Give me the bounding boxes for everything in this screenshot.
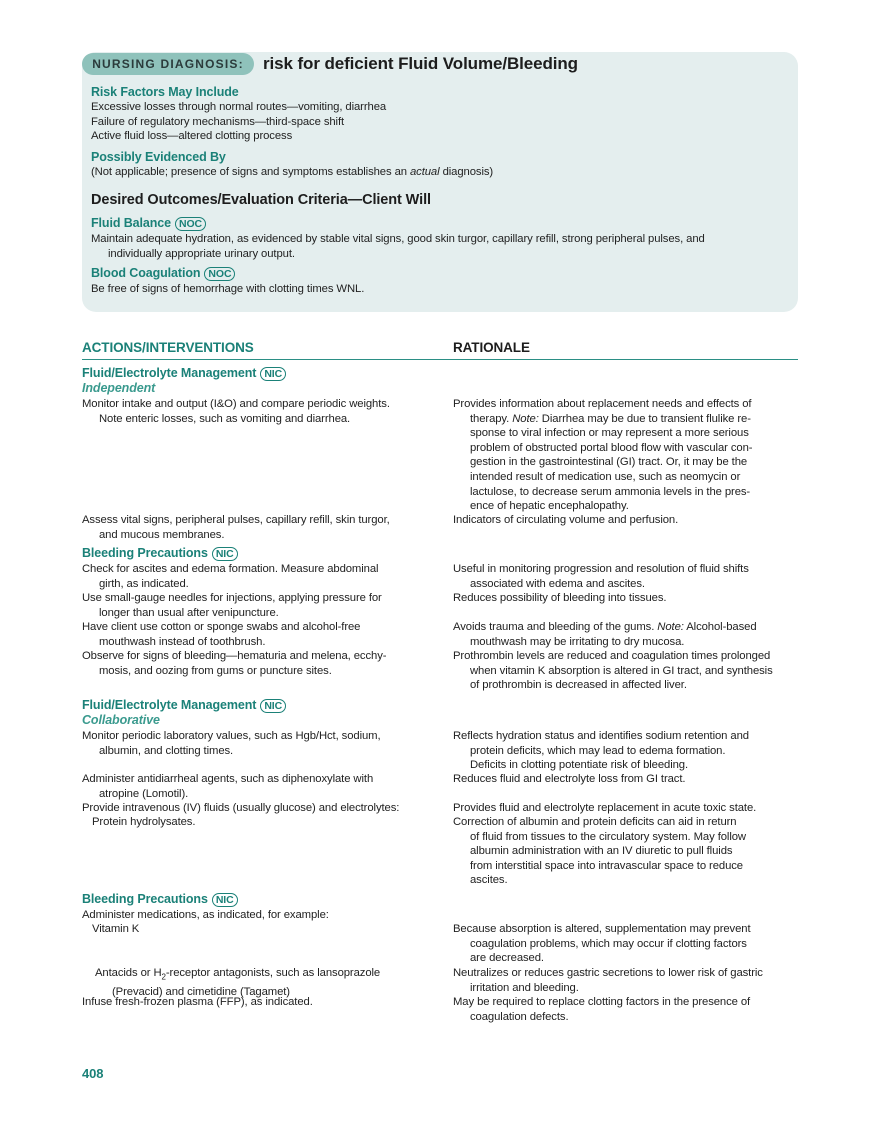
heading-text: Bleeding Precautions: [82, 546, 208, 560]
text: (Not applicable; presence of signs and symptoms establishes an: [91, 166, 410, 178]
text-italic: actual: [409, 166, 440, 178]
text: diagnosis): [439, 166, 494, 178]
heading-text: Blood Coagulation: [91, 266, 201, 280]
text: Alcohol-based mouthwash may be irritating to dry mucosa.: [470, 621, 757, 648]
action-text: Administer medications, as indicated, for example:: [82, 909, 329, 921]
section-subheading: Collaborative: [82, 713, 160, 727]
outcomes-heading: Desired Outcomes/Evaluation Criteria—Client Will: [91, 192, 431, 208]
text: Avoids trauma and bleeding of the gums.: [453, 621, 658, 633]
section-heading: [82, 366, 286, 381]
fluid-balance-text: Maintain adequate hydration, as evidenced by stable vital signs, good skin turgor, capillary refill, strong peripheral pulses, and individually appropriate urinary output.: [91, 233, 705, 260]
blood-coagulation-heading: [91, 266, 235, 281]
evidenced-text: [91, 165, 493, 180]
section-heading: [82, 698, 286, 713]
rationale-text: Correction of albumin and protein deficits can aid in return of fluid from tissues to the circulatory system. May follow albumin administration with an IV diuretic to pull fluids from interstitial space into intravascular space to reduce ascites.: [453, 816, 746, 887]
text-italic: Note:: [657, 621, 684, 633]
nic-badge: NIC: [260, 367, 286, 381]
risk-factors-heading: Risk Factors May Include: [91, 85, 239, 99]
rationale-text: May be required to replace clotting factors in the presence of coagulation defects.: [453, 996, 751, 1023]
section-subheading: Independent: [82, 381, 156, 395]
action-text: Use small-gauge needles for injections, applying pressure for longer than usual after venipuncture.: [82, 592, 382, 619]
rationale-text: Neutralizes or reduces gastric secretions to lower risk of gastric irritation and bleeding.: [453, 967, 763, 994]
action-text: Provide intravenous (IV) fluids (usually glucose) and electrolytes:: [82, 802, 400, 814]
text-italic: Note:: [512, 412, 539, 425]
rationale-text: Useful in monitoring progression and resolution of fluid shifts associated with edema and ascites.: [453, 563, 749, 590]
action-text: Protein hydrolysates.: [92, 816, 196, 828]
blood-coagulation-text: Be free of signs of hemorrhage with clotting times WNL.: [91, 283, 365, 295]
action-text: Infuse fresh-frozen plasma (FFP), as indicated.: [82, 996, 313, 1008]
nic-badge: NIC: [212, 893, 238, 907]
rationale-text: Provides fluid and electrolyte replacement in acute toxic state.: [453, 802, 757, 814]
noc-badge: NOC: [175, 217, 206, 231]
rationale-text: [453, 397, 820, 514]
noc-badge: NOC: [204, 267, 235, 281]
action-text: Check for ascites and edema formation. Measure abdominal girth, as indicated.: [82, 563, 379, 590]
action-text: Assess vital signs, peripheral pulses, capillary refill, skin turgor, and mucous membranes.: [82, 514, 390, 541]
heading-text: Fluid/Electrolyte Management: [82, 366, 257, 380]
text: -receptor antagonists, such as lansoprazole (Prevacid) and cimetidine (Tagamet): [112, 967, 381, 998]
text: Antacids or H: [95, 967, 162, 979]
text: Provides information about replacement needs and effects of therapy.: [453, 398, 752, 425]
heading-text: Fluid/Electrolyte Management: [82, 698, 257, 712]
rationale-text: Because absorption is altered, supplementation may prevent coagulation problems, which may occur if clotting factors are decreased.: [453, 923, 751, 965]
rationale-text: Reduces possibility of bleeding into tissues.: [453, 592, 667, 604]
rationale-column-header: RATIONALE: [453, 340, 530, 355]
text: Diarrhea may be due to transient flulike re- sponse to viral infection or may represent a more serious problem of obstructed portal blood flow with vascular con- gestion in the gastrointestinal (GI) tract. Or, it may be the intended result of medication use, such as neomycin or lactulose, to decrease serum ammonia levels in the pres- ence of hepatic encephalopathy.: [470, 412, 753, 513]
evidenced-heading: Possibly Evidenced By: [91, 150, 226, 164]
nic-badge: NIC: [212, 547, 238, 561]
subscript: 2: [161, 972, 166, 982]
action-text: Administer antidiarrheal agents, such as diphenoxylate with atropine (Lomotil).: [82, 773, 374, 800]
actions-column-header: ACTIONS/INTERVENTIONS: [82, 340, 254, 355]
section-heading: [82, 892, 238, 907]
rationale-text: Indicators of circulating volume and perfusion.: [453, 514, 679, 526]
action-text: Vitamin K: [92, 923, 140, 935]
page-number: 408: [82, 1066, 104, 1081]
rationale-text: [453, 620, 820, 649]
action-text: Observe for signs of bleeding—hematuria and melena, ecchy- mosis, and oozing from gums or puncture sites.: [82, 650, 387, 677]
fluid-balance-heading: [91, 216, 206, 231]
diagnosis-title: risk for deficient Fluid Volume/Bleeding: [263, 54, 578, 73]
action-text: Monitor intake and output (I&O) and compare periodic weights. Note enteric losses, such as vomiting and diarrhea.: [82, 398, 390, 425]
heading-text: Fluid Balance: [91, 216, 171, 230]
rationale-text: Prothrombin levels are reduced and coagulation times prolonged when vitamin K absorption is altered in GI tract, and synthesis of prothrombin is decreased in affected liver.: [453, 650, 773, 692]
section-heading: [82, 546, 238, 561]
nic-badge: NIC: [260, 699, 286, 713]
rationale-text: Reduces fluid and electrolyte loss from GI tract.: [453, 773, 686, 785]
risk-factors-list: Excessive losses through normal routes—vomiting, diarrhea Failure of regulatory mechanisms—third-space shift Active fluid loss—altered clotting process: [91, 101, 387, 143]
rationale-text: Reflects hydration status and identifies sodium retention and protein deficits, which may lead to edema formation. Deficits in clotting potentiate risk of bleeding.: [453, 730, 749, 772]
nursing-diagnosis-label: NURSING DIAGNOSIS:: [82, 53, 254, 75]
header-rule: [82, 359, 798, 360]
action-text: Have client use cotton or sponge swabs and alcohol-free mouthwash instead of toothbrush.: [82, 621, 361, 648]
heading-text: Bleeding Precautions: [82, 892, 208, 906]
action-text: Monitor periodic laboratory values, such as Hgb/Hct, sodium, albumin, and clotting times.: [82, 730, 381, 757]
